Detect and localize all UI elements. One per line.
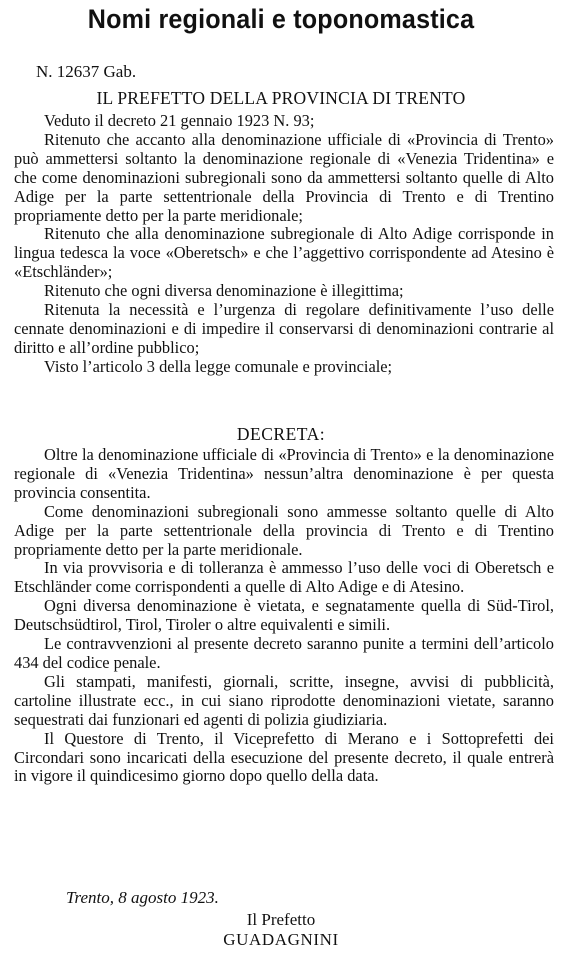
article-paragraph: Come denominazioni subregionali sono ammesse soltanto quelle di Alto Adige per la parte settentrionale della provincia di Trento e di Trentino propriamente detto per la parte meridionale. [14,501,554,559]
signatory-name: GUADAGNINI [223,930,339,949]
article-paragraph: Oltre la denominazione ufficiale di «Provincia di Trento» e la denominazione regionale di «Venezia Tridentina» nessun’altra denominazione è per questa provincia consentita. [14,445,554,502]
article-paragraph: In via provvisoria e di tolleranza è ammesso l’uso delle voci di Oberetsch e Etschländer come corrispondenti a quelle di Alto Adige e di Atesino. [14,558,554,597]
issuing-authority: IL PREFETTO DELLA PROVINCIA DI TRENTO [96,88,466,108]
preamble-paragraph: Ritenuto che ogni diversa denominazione è illegittima; [44,281,404,301]
preamble-paragraph: Veduto il decreto 21 gennaio 1923 N. 93; [44,111,315,130]
document-title: Nomi regionali e toponomastica [87,4,475,34]
articles-section [14,446,554,786]
preamble-paragraph: Ritenuto che alla denominazione subregionale di Alto Adige corrisponde in lingua tedesca la voce «Oberetsch» e che l’aggettivo corrispondente ad Atesino è «Etschländer»; [14,224,554,282]
decreta-heading: DECRETA: [236,424,326,444]
decree-date: Trento, 8 agosto 1923. [66,888,219,907]
signatory-title: Il Prefetto [246,910,316,929]
preamble-paragraph: Visto l’articolo 3 della legge comunale e provinciale; [44,356,393,376]
article-paragraph: Le contravvenzioni al presente decreto saranno punite a termini dell’articolo 434 del codice penale. [14,634,554,672]
protocol-number: N. 12637 Gab. [36,62,137,81]
article-paragraph: Il Questore di Trento, il Viceprefetto di Merano e i Sottoprefetti dei Circondari sono incaricati della esecuzione del presente decreto, il quale entrerà in vigore il quindicesimo giorno dopo quello della data. [14,728,554,786]
preamble-paragraph: Ritenuta la necessità e l’urgenza di regolare definitivamente l’uso delle cennate denominazioni e di impedire il conservarsi di denominazioni contrarie al diritto e all’ordine pubblico; [14,300,554,357]
article-paragraph: Ogni diversa denominazione è vietata, e segnatamente quella di Süd-Tirol, Deutschsüdtirol, Tirol, Tiroler o altre equivalenti e simili. [14,596,554,635]
preamble-section [14,112,554,377]
article-paragraph: Gli stampati, manifesti, giornali, scritte, insegne, avvisi di pubblicità, cartoline illustrate ecc., in cui siano riprodotte denominazioni vietate, saranno sequestrati dai funzionari ed agenti di polizia giudiziaria. [14,671,554,729]
preamble-paragraph: Ritenuto che accanto alla denominazione ufficiale di «Provincia di Trento» può ammettersi soltanto la denominazione regionale di «Venezia Tridentina» e che come denominazioni subregionali sono da ammettersi soltanto quelle di Alto Adige per la parte settentrionale della Provincia di Trento e di Trentino propriamente detto per la parte meridionale; [14,129,554,225]
